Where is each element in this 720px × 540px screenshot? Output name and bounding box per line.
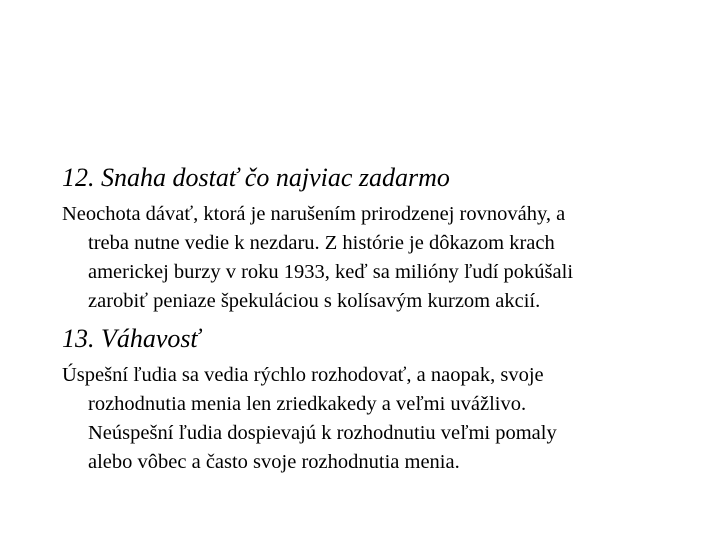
section-heading-12: 12. Snaha dostať čo najviac zadarmo [62,163,450,192]
paragraph-line: alebo vôbec a často svoje rozhodnutia menia. [88,451,460,473]
section-paragraph-12 [62,200,682,316]
paragraph-line: Neochota dávať, ktorá je narušením prirodzenej rovnováhy, a [62,203,566,225]
section-paragraph-13 [62,361,682,477]
paragraph-line: zarobiť peniaze špekuláciou s kolísavým kurzom akcií. [88,290,541,312]
paragraph-line: Neúspešní ľudia dospievajú k rozhodnutiu veľmi pomaly [88,422,557,444]
paragraph-line: rozhodnutia menia len zriedkakedy a veľmi uvážlivo. [88,393,527,415]
paragraph-line: Úspešní ľudia sa vedia rýchlo rozhodovať, a naopak, svoje [62,364,544,386]
section-heading-13: 13. Váhavosť [62,324,200,353]
paragraph-line: treba nutne vedie k nezdaru. Z histórie je dôkazom krach [88,232,555,254]
paragraph-line: americkej burzy v roku 1933, keď sa milióny ľudí pokúšali [88,261,574,283]
